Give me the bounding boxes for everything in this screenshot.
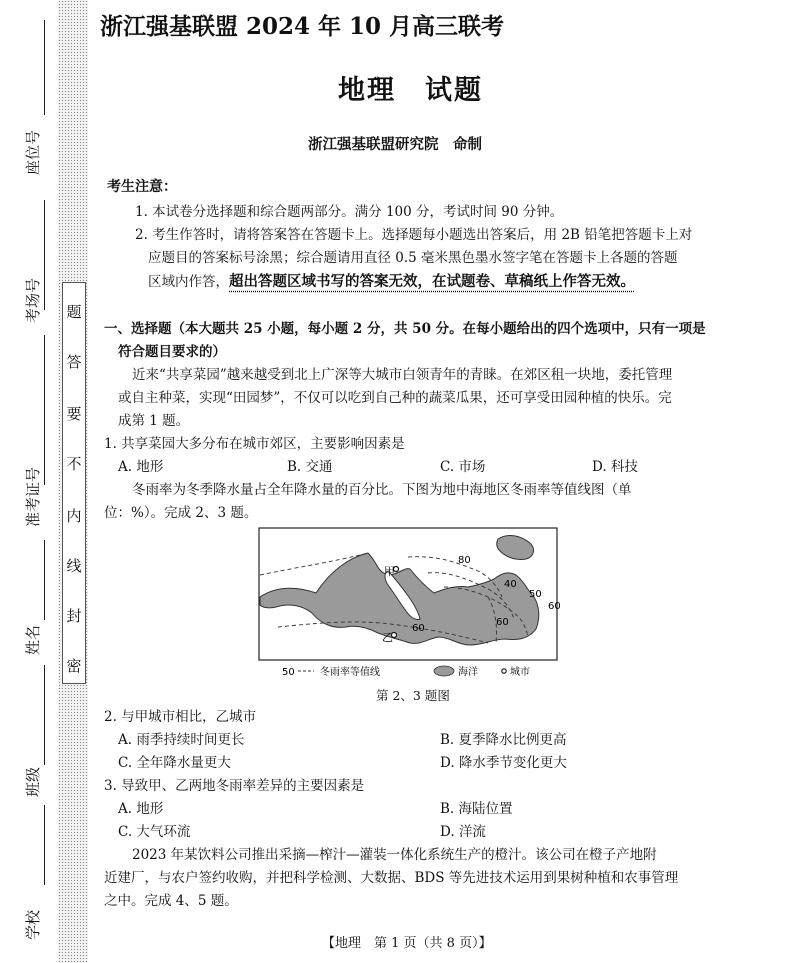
- seal-char: 答: [66, 353, 82, 371]
- passage3-line-3: 之中。完成 4、5 题。: [104, 893, 238, 909]
- q1-option-c: C. 市场: [440, 459, 486, 475]
- fill-line: [44, 200, 45, 310]
- q2-option-c: C. 全年降水量更大: [118, 755, 231, 771]
- binding-margin: [0, 0, 58, 963]
- exam-title: 浙江强基联盟 2024 年 10 月高三联考: [100, 13, 505, 40]
- q1-stem: 1. 共享菜园大多分布在城市郊区，主要影响因素是: [104, 436, 405, 452]
- fill-line: [44, 20, 45, 115]
- class-label: 班级: [24, 766, 42, 797]
- passage2-line-2: 位：%）。完成 2、3 题。: [104, 505, 258, 521]
- q3-option-b: B. 海陆位置: [440, 801, 513, 817]
- fill-line: [44, 540, 45, 620]
- fill-line: [44, 335, 45, 485]
- fill-line: [44, 805, 45, 885]
- q3-option-c: C. 大气环流: [118, 824, 191, 840]
- seat-number-label: 座位号: [24, 129, 42, 175]
- seal-char: 题: [66, 303, 82, 321]
- seal-char: 线: [66, 557, 82, 575]
- q3-option-d: D. 洋流: [440, 824, 486, 840]
- notice-item-2-line-3-text: 区域内作答，: [148, 274, 229, 290]
- seal-char: 要: [66, 405, 82, 423]
- city-yi-label: 乙: [382, 631, 393, 644]
- q2-option-b: B. 夏季降水比例更高: [440, 732, 567, 748]
- legend-ocean-text: 海洋: [458, 667, 478, 678]
- organizer: 浙江强基联盟研究院 命制: [308, 136, 482, 153]
- notice-item-2-line-2: 应题目的答案标号涂黑；综合题请用直径 0.5 毫米黑色墨水签字笔在答题卡上各题的答题: [148, 250, 678, 266]
- q3-stem: 3. 导致甲、乙两地冬雨率差异的主要因素是: [104, 778, 365, 794]
- city-jia-label: 甲: [384, 565, 395, 578]
- passage1-line-1: 近来“共享菜园”越来越受到北上广深等大城市白领青年的青睐。在郊区租一块地，委托管理: [132, 367, 673, 383]
- figure-caption: 第 2、3 题图: [376, 688, 450, 703]
- passage3-line-2: 近建厂，与农户签约收购，并把科学检测、大数据、BDS 等先进技术运用到果树种植和农事管理: [104, 870, 679, 886]
- page-footer: 【地理 第 1 页（共 8 页）】: [322, 936, 492, 951]
- contour-label: 50: [529, 589, 542, 600]
- contour-label: 60: [548, 601, 561, 612]
- subject-title: 地理 试题: [338, 75, 483, 106]
- passage2-line-1: 冬雨率为冬季降水量占全年降水量的百分比。下图为地中海地区冬雨率等值线图（单: [132, 482, 632, 498]
- seal-char: 封: [66, 607, 82, 625]
- seal-char: 密: [66, 657, 82, 675]
- legend-ocean-swatch: [434, 666, 454, 676]
- name-label: 姓名: [24, 624, 42, 655]
- legend-contour-text: 冬雨率等值线: [320, 667, 380, 678]
- contour-label: 80: [458, 555, 471, 566]
- contour-label: 60: [496, 617, 509, 628]
- section1-heading-line-1: 一、选择题（本大题共 25 小题，每小题 2 分，共 50 分。在每小题给出的四个选项中，只有一项是: [104, 321, 706, 337]
- legend-city-dot: [502, 669, 506, 673]
- ticket-number-label: 准考证号: [24, 466, 42, 527]
- fill-line: [44, 665, 45, 765]
- q2-option-d: D. 降水季节变化更大: [440, 755, 567, 771]
- q2-option-a: A. 雨季持续时间更长: [118, 732, 245, 748]
- notice-item-2-line-3: [148, 271, 635, 293]
- passage1-line-3: 成第 1 题。: [118, 413, 190, 429]
- notice-item-1: 1. 本试卷分选择题和综合题两部分。满分 100 分，考试时间 90 分钟。: [135, 204, 564, 220]
- passage3-line-1: 2023 年某饮料公司推出采摘—榨汁—灌装一体化系统生产的橙汁。该公司在橙子产地附: [132, 847, 657, 863]
- school-label: 学校: [24, 909, 42, 940]
- passage1-line-2: 或自主种菜，实现“田园梦”，不仅可以吃到自己种的蔬菜瓜果，还可享受田园种植的快乐。完: [118, 390, 672, 406]
- mediterranean-map-figure: [258, 527, 561, 679]
- contour-label: 40: [504, 579, 517, 590]
- contour-label: 60: [412, 623, 425, 634]
- q1-option-b: B. 交通: [287, 459, 333, 475]
- seal-char: 不: [66, 455, 82, 473]
- legend-city-text: 城市: [510, 667, 530, 678]
- notice-item-2-line-1: 2. 考生作答时，请将答案答在答题卡上。选择题每小题选出答案后，用 2B 铅笔把答题卡上对: [135, 227, 693, 243]
- q2-stem: 2. 与甲城市相比，乙城市: [104, 709, 257, 725]
- notice-heading: 考生注意：: [107, 179, 177, 195]
- seal-line-box: [62, 282, 86, 684]
- q3-option-a: A. 地形: [118, 801, 164, 817]
- legend-line-value: 50: [282, 667, 295, 678]
- notice-emphasis: 超出答题区域书写的答案无效，在试题卷、草稿纸上作答无效。: [229, 273, 635, 290]
- seal-char: 内: [66, 507, 82, 525]
- exam-room-label: 考场号: [24, 277, 42, 323]
- q1-option-d: D. 科技: [592, 459, 638, 475]
- section1-heading-line-2: 符合题目要求的）: [118, 344, 226, 360]
- q1-option-a: A. 地形: [118, 459, 164, 475]
